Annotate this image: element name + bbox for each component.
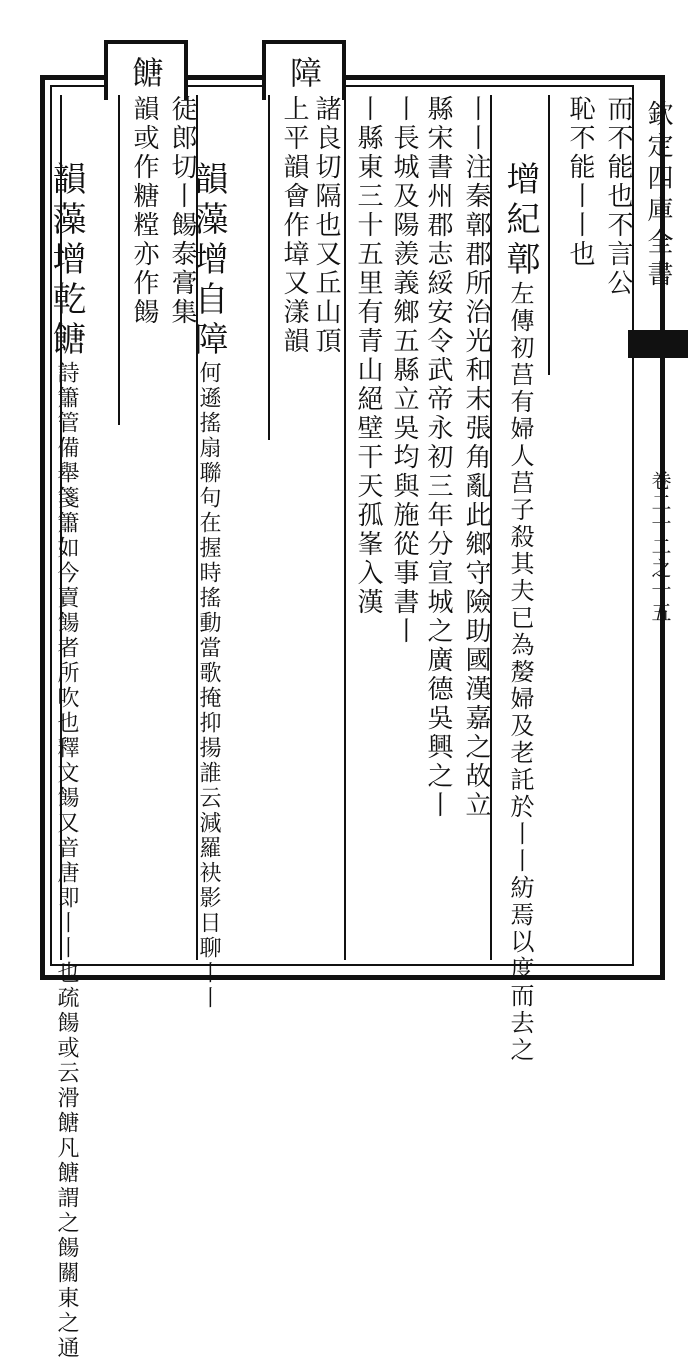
text-column-7: 丨縣東三十五里有青山絕壁干天孤峯入漢 xyxy=(353,95,383,617)
text-column-8: 諸良切隔也又丘山頂 xyxy=(311,95,341,356)
tab-zhang xyxy=(262,40,346,100)
text-column-1: 而不能也不言公 xyxy=(603,95,633,298)
entry-heading-zhang: 增紀鄣 xyxy=(500,161,540,281)
tab-tang xyxy=(104,40,188,100)
tab-tang-label: 餹 xyxy=(127,56,165,88)
tab-zhang-label: 障 xyxy=(285,56,323,88)
text-column-12: 韻或作糖糛亦作餳 xyxy=(129,95,159,327)
text-column-9: 上平韻會作墇又漾韻 xyxy=(279,95,309,356)
text-column-5: 縣宋書州郡志綏安令武帝永初三年分宣城之廣德吳興之丨 xyxy=(423,95,453,820)
entry-heading-zizhang: 韻藻增自障 xyxy=(188,161,228,361)
text-column-2: 恥不能丨丨也 xyxy=(565,95,595,269)
text-column-11: 徒郎切丨餳泰膏集 xyxy=(167,95,197,327)
entry-text-zhang: 左傳初莒有婦人莒子殺其夫已為嫠婦及老託於丨丨紡焉以度而去之 xyxy=(506,281,534,1064)
entry-text-gantang: 詩簫管備舉箋簫如今賣餳者所吹也釋文餳又音唐即丨丨也疏餳或云滑餹凡餹謂之餳關東之通 xyxy=(54,361,79,1361)
entry-block-gantang xyxy=(46,95,126,1361)
entry-block-zizhang xyxy=(188,95,268,1011)
text-column-4: 丨丨注秦鄣郡所治光和末張角亂此鄉守險助國漢嘉之故立 xyxy=(461,95,491,820)
text-column-6: 丨長城及陽羨義鄉五縣立吳均與施從事書丨 xyxy=(389,95,419,646)
entry-text-zizhang: 何遜搖扇聯句在握時搖動當歌掩抑揚誰云減羅袂影日聊丨丨 xyxy=(196,361,221,1011)
volume-number: 卷二十二之十五 xyxy=(648,470,672,624)
entry-block-zhang xyxy=(500,95,580,1064)
margin-black-bar xyxy=(628,330,688,358)
book-title: 欽定四庫全書 xyxy=(643,100,673,292)
entry-heading-gantang: 韻藻增乾餹 xyxy=(46,161,86,361)
column-divider xyxy=(268,95,270,440)
